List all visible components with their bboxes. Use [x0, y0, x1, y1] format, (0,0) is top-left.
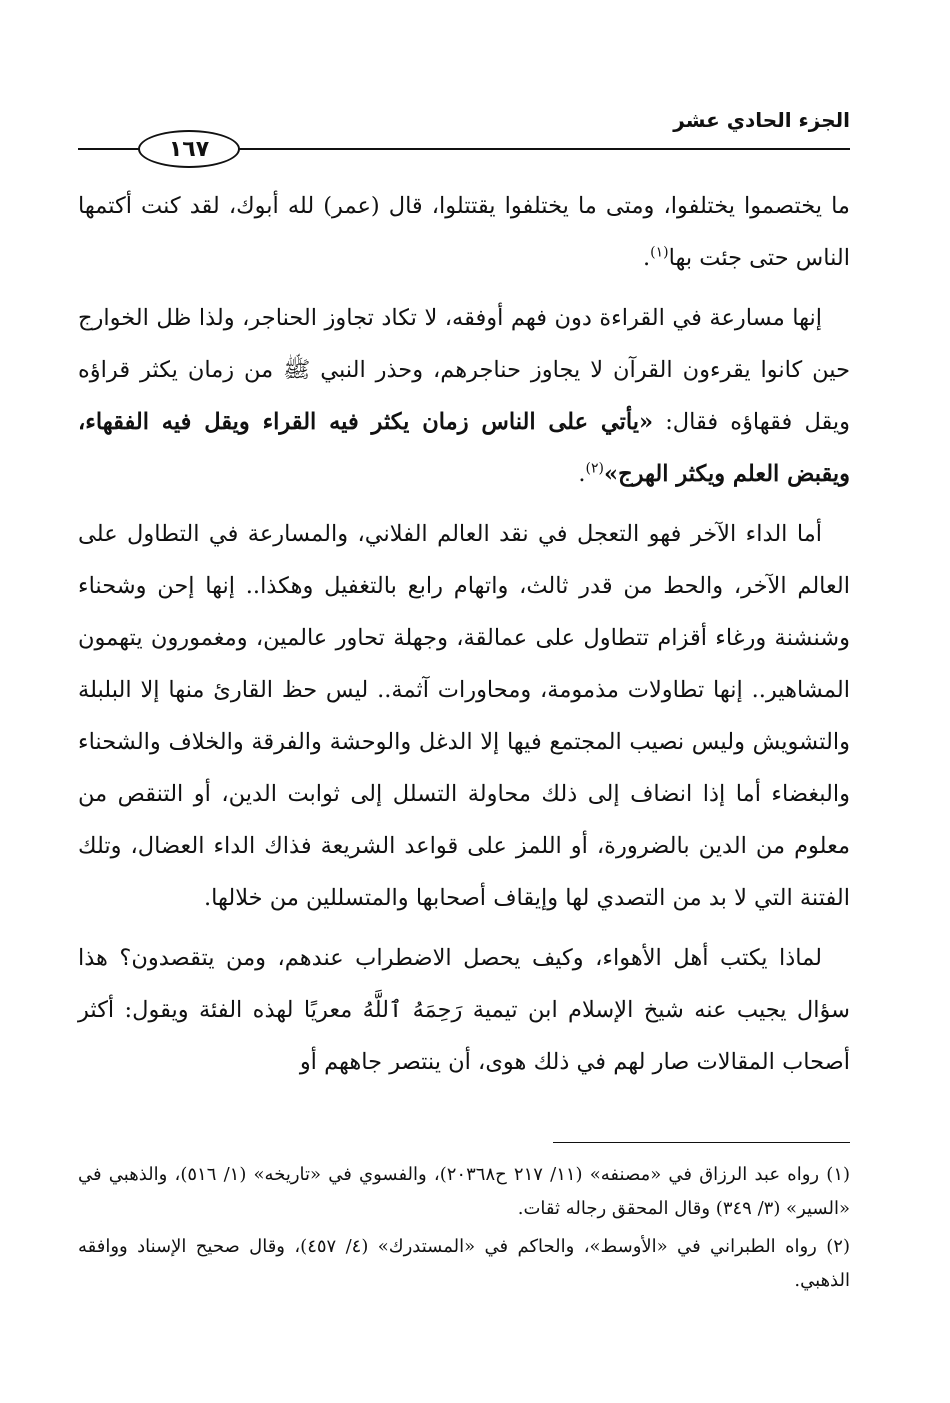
- running-head: الجزء الحادي عشر: [673, 108, 850, 132]
- footnote-ref-1: (١): [650, 244, 669, 261]
- hadith-quote: «يأتي على الناس زمان يكثر فيه القراء ويقل فيه الفقهاء، ويقبض العلم ويكثر الهرج»: [78, 409, 850, 487]
- main-text: [78, 180, 850, 1096]
- paragraph-1: [78, 180, 850, 284]
- page-number: ١٦٧: [138, 130, 240, 168]
- footnote-separator: [553, 1142, 850, 1143]
- footnote-2: (٢) رواه الطبراني في «الأوسط»، والحاكم في «المستدرك» (٤/ ٤٥٧)، وقال صحيح الإسناد ووافقه الذهبي.: [78, 1236, 850, 1291]
- footnote-ref-2: (٢): [585, 460, 605, 477]
- paragraph-3: أما الداء الآخر فهو التعجل في نقد العالم الفلاني، والمسارعة في التطاول على العالم الآخر، والحط من قدر ثالث، واتهام رابع بالتغفيل وهكذا.. إنها إحن وشحناء وشنشنة ورغاء أقزام تتطاول على عمالقة، وجهلة تحاور عالمين، ومغمورون يتهمون المشاهير.. إنها تطاولات مذمومة، ومحاورات آثمة.. ليس حظ القارئ منها إلا البلبلة والتشويش وليس نصيب المجتمع فيها إلا الدغل والوحشة والفرقة والخلاف والشحناء والبغضاء أما إذا انضاف إلى ذلك محاولة التسلل إلى ثوابت الدين، أو التنقص من معلوم من الدين بالضرورة، أو اللمز على قواعد الشريعة فذاك الداء العضال، وتلك الفتنة التي لا بد من التصدي لها وإيقاف أصحابها والمتسللين من خلالها.: [78, 521, 850, 911]
- footnote-1: (١) رواه عبد الرزاق في «مصنفه» (١١/ ٢١٧ ح٢٠٣٦٨)، والفسوي في «تاريخه» (١/ ٥١٦)، والذهبي في «السير» (٣/ ٣٤٩) وقال المحقق رجاله ثقات.: [78, 1164, 851, 1219]
- paragraph-2-text: إنها مسارعة في القراءة دون فهم أوفقه، لا تكاد تجاوز الحناجر، ولذا ظل الخوارج حين كانوا يقرءون القرآن لا يجاوز حناجرهم، وحذر النبي ﷺ من زمان يكثر قراؤه ويقل فقهاؤه فقال:: [78, 305, 850, 435]
- paragraph-1-end: .: [642, 245, 651, 271]
- footnotes: [78, 1158, 850, 1302]
- paragraph-2: [78, 292, 850, 500]
- paragraph-1-text: ما يختصموا يختلفوا، ومتى ما يختلفوا يقتتلوا، قال (عمر) لله أبوك، لقد كنت أكتمها الناس حتى جئت بها: [78, 193, 850, 271]
- paragraph-4: لماذا يكتب أهل الأهواء، وكيف يحصل الاضطراب عندهم، ومن يتقصدون؟ هذا سؤال يجيب عنه شيخ الإسلام ابن تيمية رَحِمَهُ ٱللَّهُ معريًا لهذه الفئة ويقول: أكثر أصحاب المقالات صار لهم في ذلك هوى، أن ينتصر جاههم أو: [78, 945, 850, 1075]
- page-header: [78, 108, 850, 168]
- paragraph-2-end: .: [578, 461, 586, 487]
